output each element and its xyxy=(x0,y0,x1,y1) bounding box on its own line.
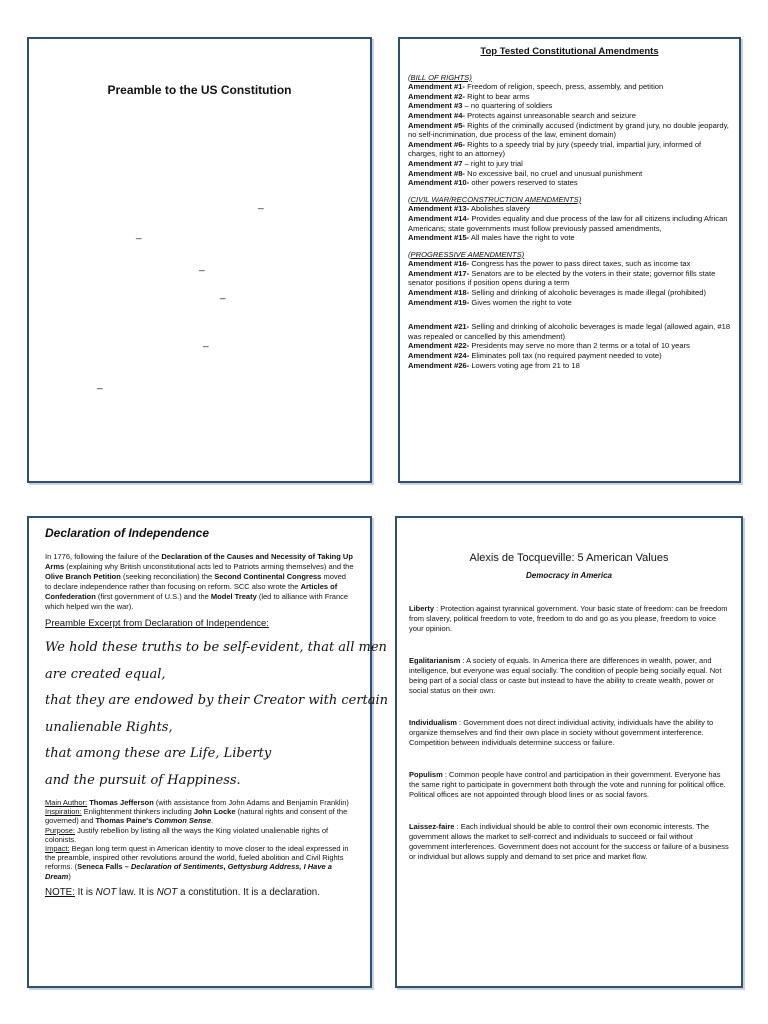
intro-segment: Articles of Confederation xyxy=(45,582,338,601)
amendment-text: other powers reserved to states xyxy=(469,178,578,188)
amendment-label: Amendment #14- xyxy=(408,213,470,223)
note-segment: (with assistance from John Adams and Benjamin Franklin) xyxy=(153,798,349,807)
amendment-item xyxy=(408,159,731,169)
amendment-text: Gives women the right to vote xyxy=(469,297,572,307)
value-item xyxy=(409,656,729,696)
section-heading: (CIVIL WAR/RECONSTRUCTION AMENDMENTS) xyxy=(408,194,582,204)
tocqueville-card xyxy=(395,516,743,988)
amendment-label: Amendment #16- xyxy=(408,259,470,269)
note-segment: ) xyxy=(68,871,71,881)
value-sep: : xyxy=(434,604,441,613)
value-sep: : xyxy=(456,718,464,727)
amendment-item xyxy=(408,298,731,308)
amendments-list xyxy=(408,73,731,371)
value-sep: : xyxy=(454,822,461,831)
final-note-segment: law. It is xyxy=(116,886,157,898)
note-segment: John Locke xyxy=(193,807,236,817)
amendment-text: Rights to a speedy trial by jury (speedy trial, impartial jury, informed of charges, right to an attorney) xyxy=(408,139,702,159)
value-item xyxy=(409,822,729,862)
blank-line: _ xyxy=(136,229,142,240)
preamble-card xyxy=(27,37,372,483)
amendment-label: Amendment #3 xyxy=(408,101,463,111)
amendment-item xyxy=(408,361,731,371)
amendment-label: Amendment #1- xyxy=(408,82,465,92)
intro-segment: Declaration of the Causes and Necessity of Taking Up Arms xyxy=(45,552,353,571)
intro-segment: In 1776, following the failure of the xyxy=(45,552,162,561)
amendment-text: No excessive bail, no cruel and unusual punishment xyxy=(464,168,643,178)
value-text: Common people have control and participation in their government. Everyone has the same right to participate in government both through the vote and running for political office. Political offices are not appointed through blood lines or as social favors. xyxy=(409,770,726,799)
amendment-text: – right to jury trial xyxy=(462,158,523,168)
tocqueville-title: Alexis de Tocqueville: 5 American Values xyxy=(469,552,669,564)
amendment-label: Amendment #26- xyxy=(408,360,470,370)
amendment-item xyxy=(408,82,731,92)
amendment-label: Amendment #10- xyxy=(408,178,470,188)
amendment-label: Amendment #2- xyxy=(408,91,465,101)
amendment-item xyxy=(408,111,731,121)
amendment-item xyxy=(408,233,731,243)
amendment-text: Provides equality and due process of the law for all citizens including African Americans; state governments must follow previously passed amendments, xyxy=(408,213,728,233)
note-segment: . xyxy=(211,816,214,826)
amendment-label: Amendment #21- xyxy=(408,322,470,332)
amendment-text: All males have the right to vote xyxy=(469,233,575,243)
amendment-text: Congress has the power to pass direct taxes, such as income tax xyxy=(469,259,691,269)
value-sep: : xyxy=(460,656,467,665)
amendment-label: Amendment #5- xyxy=(408,120,465,130)
intro-segment: Model Treaty xyxy=(210,592,257,601)
value-item xyxy=(409,770,729,800)
value-sep: : xyxy=(442,770,450,779)
amendment-label: Amendment #22- xyxy=(408,341,470,351)
amendment-text: Rights of the criminally accused (indictment by grand jury, no double jeopardy, no self-incrimination, due process of the law, eminent domain) xyxy=(408,120,729,140)
note-segment: Thomas Paine's xyxy=(95,816,155,826)
amendment-text: Protects against unreasonable search and seizure xyxy=(464,110,636,120)
blank-line: _ xyxy=(220,289,226,300)
value-name: Populism xyxy=(409,770,443,779)
amendment-label: Amendment #18- xyxy=(408,288,470,298)
amendment-item xyxy=(408,101,731,111)
value-name: Egalitarianism xyxy=(409,656,461,665)
note-segment: Main Author: xyxy=(45,798,88,807)
section-heading: (PROGRESSIVE AMENDMENTS) xyxy=(408,249,525,259)
excerpt-line: unalienable Rights, xyxy=(45,719,173,735)
final-note-segment: NOTE: xyxy=(45,886,75,898)
preamble-excerpt xyxy=(45,635,389,794)
amendment-text: Selling and drinking of alcoholic beverages is made illegal (prohibited) xyxy=(469,288,707,298)
amendment-label: Amendment #19- xyxy=(408,297,470,307)
amendment-item xyxy=(408,351,731,361)
amendment-text: Abolishes slavery xyxy=(469,204,530,214)
amendment-text: Eliminates poll tax (no required payment needed to vote) xyxy=(469,351,662,361)
amendments-title: Top Tested Constitutional Amendments xyxy=(480,46,659,57)
excerpt-line: that they are endowed by their Creator with certain xyxy=(45,693,389,708)
amendment-item xyxy=(408,269,731,288)
blank-line: _ xyxy=(258,199,264,210)
amendment-label: Amendment #6- xyxy=(408,139,465,149)
value-text: A society of equals. In America there are differences in wealth, power, and intelligence, but everyone was equal socially. The condition of people being socially equal. Not being part of a social class or caste but instead to have the ability to create wealth, power or social status on their own. xyxy=(409,656,722,695)
blank-line: _ xyxy=(203,337,209,348)
intro-segment: (led to alliance with France which helped win the war). xyxy=(45,592,349,611)
note-segment: Purpose: xyxy=(45,825,76,835)
note-item xyxy=(45,798,354,807)
amendment-text: Selling and drinking of alcoholic beverages is made legal (allowed again, #18 was repealed or cancelled by this amendment) xyxy=(408,322,731,341)
amendment-item xyxy=(408,140,731,159)
note-segment: Began long term quest in American identity to move closer to the ideal expressed in the preamble, inspired other revolutions around the world, fueled abolition and Civil Rights reforms. ( xyxy=(45,844,349,872)
amendment-item xyxy=(408,322,731,341)
note-segment: Inspiration: xyxy=(45,807,82,817)
preamble-title: Preamble to the US Constitution xyxy=(107,83,292,97)
tocqueville-subtitle: Democracy in America xyxy=(526,571,612,580)
value-item xyxy=(409,604,729,634)
amendment-label: Amendment #8- xyxy=(408,168,465,178)
amendment-item xyxy=(408,178,731,188)
amendment-label: Amendment #4- xyxy=(408,110,465,120)
declaration-title: Declaration of Independence xyxy=(45,526,210,540)
declaration-notes xyxy=(45,798,354,881)
final-note-segment: a constitution. It is a declaration. xyxy=(177,886,320,898)
amendment-item xyxy=(408,121,731,140)
excerpt-label: Preamble Excerpt from Declaration of Independence: xyxy=(45,618,269,629)
value-name: Laissez-faire xyxy=(409,822,455,831)
note-segment: Thomas Jefferson xyxy=(89,798,154,807)
declaration-card xyxy=(27,516,389,988)
amendment-text: Senators are to be elected by the voters in their state; governor fills state senator positions if position opens during a term xyxy=(408,268,716,288)
declaration-final-note xyxy=(45,887,354,898)
section-heading: (BILL OF RIGHTS) xyxy=(408,72,472,82)
amendment-text: Freedom of religion, speech, press, assembly, and petition xyxy=(464,82,664,92)
amendment-group xyxy=(408,73,731,188)
intro-segment: (seeking reconciliation) the xyxy=(120,572,215,581)
final-note-segment: It is xyxy=(74,886,96,898)
spacer xyxy=(408,314,731,322)
excerpt-line: that among these are Life, Liberty xyxy=(45,746,272,761)
value-text: Protection against tyrannical government. Your basic state of freedom: can be freedom from slavery, political freedom to vote, freedom to do and go as you please, freedom to voice your opinion. xyxy=(409,604,728,633)
value-text: Each individual should be able to control their own economic interests. The government allows the market to self-correct and individuals to succeed or fail without government interferences. Government does not account for the success or failure of a business or individual but allows supply and demand to set price and market flow. xyxy=(409,822,729,861)
intro-segment: (explaining why British unconstitutional acts led to Patriots arming themselves) and the xyxy=(64,562,354,571)
blank-line: _ xyxy=(97,379,103,390)
amendment-text: Presidents may serve no more than 2 terms or a total of 10 years xyxy=(469,341,690,351)
value-name: Individualism xyxy=(409,718,457,727)
note-segment: , xyxy=(223,862,228,872)
amendment-group xyxy=(408,250,731,308)
amendment-text: – no quartering of soldiers xyxy=(462,101,553,111)
amendment-label: Amendment #7 xyxy=(408,158,463,168)
values-list xyxy=(409,604,729,862)
amendment-item xyxy=(408,214,731,233)
note-item xyxy=(45,807,354,825)
excerpt-line: are created equal, xyxy=(45,666,166,682)
intro-segment: Second Continental Congress xyxy=(214,572,322,581)
note-segment: (natural rights and consent of the governed) and xyxy=(45,807,348,826)
amendment-label: Amendment #13- xyxy=(408,204,470,214)
value-name: Liberty xyxy=(409,604,435,613)
note-segment: Enlightenment thinkers including xyxy=(81,807,194,817)
intro-segment: (first government of U.S.) and the xyxy=(95,592,211,601)
amendment-label: Amendment #24- xyxy=(408,351,470,361)
declaration-intro xyxy=(45,552,354,612)
note-segment: Impact: xyxy=(45,844,70,854)
amendment-item xyxy=(408,169,731,179)
note-segment: Seneca Falls – xyxy=(77,862,131,872)
intro-segment: moved to declare independence rather than focusing on reform. SCC also wrote the xyxy=(45,572,346,591)
amendment-item xyxy=(408,259,731,269)
amendment-item xyxy=(408,341,731,351)
note-segment: Gettysburg Address, I Have a Dream xyxy=(45,862,332,881)
amendment-item xyxy=(408,92,731,102)
amendment-text: Lowers voting age from 21 to 18 xyxy=(469,360,580,370)
final-note-segment: NOT xyxy=(95,886,117,898)
amendment-text: Right to bear arms xyxy=(464,91,530,101)
amendment-item xyxy=(408,204,731,214)
note-item xyxy=(45,844,354,881)
amendment-group xyxy=(408,195,731,243)
excerpt-line: We hold these truths to be self-evident, that all men xyxy=(45,640,387,655)
amendment-label: Amendment #17- xyxy=(408,268,470,278)
excerpt-line: and the pursuit of Happiness. xyxy=(45,772,241,788)
amendment-group xyxy=(408,314,731,370)
amendments-card xyxy=(398,37,741,483)
note-segment: Declaration of Sentiments xyxy=(130,862,224,872)
value-item xyxy=(409,718,729,748)
intro-segment: Olive Branch Petition xyxy=(45,572,121,581)
note-item xyxy=(45,826,354,844)
final-note-segment: NOT xyxy=(156,886,178,898)
value-text: Government does not direct individual activity, individuals have the ability to organize themselves and find their own place in society without government interference. Competition between individuals determine success or failure. xyxy=(409,718,714,747)
note-segment: Common Sense xyxy=(154,816,212,826)
blank-line: _ xyxy=(199,261,205,272)
amendment-item xyxy=(408,288,731,298)
note-segment: Justify rebellion by listing all the ways the King violated unalienable rights of colonists. xyxy=(45,825,329,844)
amendment-label: Amendment #15- xyxy=(408,233,470,243)
